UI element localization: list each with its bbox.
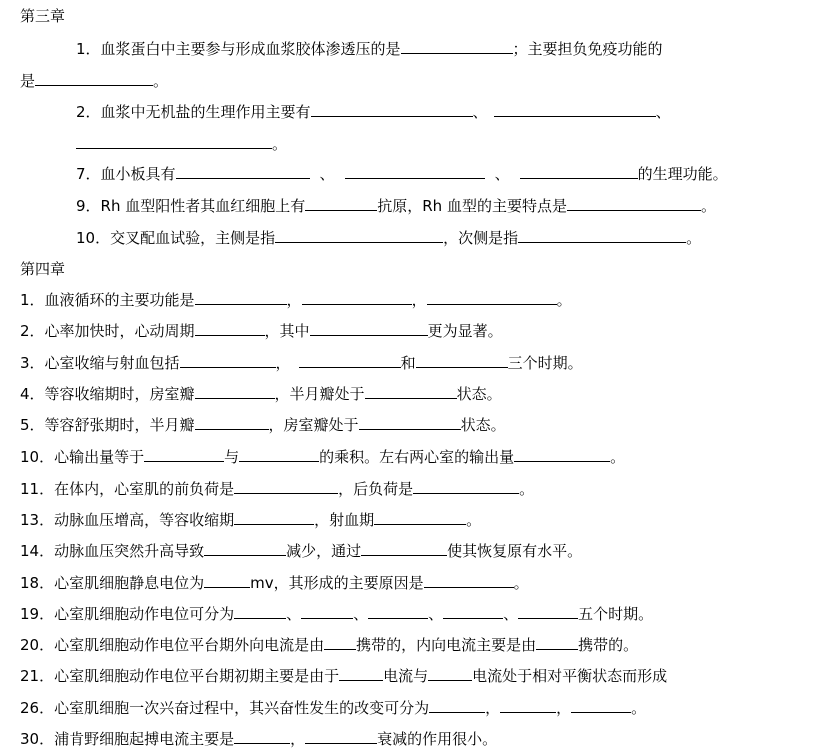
question-text: ， <box>290 730 306 748</box>
question-text: mv，其形成的主要原因是 <box>250 574 424 592</box>
question-text: 减少，通过 <box>286 542 362 560</box>
answer-blank[interactable] <box>567 195 701 211</box>
ch4-question-10 <box>20 446 625 468</box>
question-text: 。 <box>272 135 288 153</box>
ch4-question-5 <box>20 414 506 436</box>
answer-blank[interactable] <box>195 383 275 399</box>
answer-blank[interactable] <box>428 665 472 681</box>
question-text: 21．心室肌细胞动作电位平台期初期主要是由于 <box>20 667 340 685</box>
question-text: ，其中 <box>264 322 310 340</box>
ch3-question-2-line-2 <box>76 133 287 155</box>
question-text: 的生理功能。 <box>637 165 728 183</box>
ch3-question-1-line-2 <box>20 70 168 92</box>
ch4-question-26 <box>20 697 646 719</box>
question-text: 、 <box>286 605 302 623</box>
question-text: 3．心室收缩与射血包括 <box>20 354 180 372</box>
answer-blank[interactable] <box>374 509 466 525</box>
answer-blank[interactable] <box>345 163 485 179</box>
question-text: 、 <box>655 103 671 121</box>
question-text: ，射血期 <box>314 511 375 529</box>
question-text: 三个时期。 <box>507 354 583 372</box>
answer-blank[interactable] <box>571 697 631 713</box>
question-text: 7．血小板具有 <box>76 165 176 183</box>
question-text: 。 <box>631 699 647 717</box>
ch4-question-30 <box>20 728 497 750</box>
question-text: 。 <box>466 511 482 529</box>
answer-blank[interactable] <box>204 572 250 588</box>
question-text: 使其恢复原有水平。 <box>447 542 583 560</box>
question-text: ， <box>485 699 501 717</box>
question-text: 10．心输出量等于 <box>20 448 145 466</box>
answer-blank[interactable] <box>204 540 286 556</box>
answer-blank[interactable] <box>301 603 353 619</box>
answer-blank[interactable] <box>324 634 356 650</box>
answer-blank[interactable] <box>310 320 428 336</box>
question-text: 、 <box>353 605 369 623</box>
question-text: 电流与 <box>383 667 429 685</box>
answer-blank[interactable] <box>494 101 656 117</box>
question-text: 、 <box>503 605 519 623</box>
answer-blank[interactable] <box>518 603 578 619</box>
question-text: 衰减的作用很小。 <box>377 730 498 748</box>
answer-blank[interactable] <box>311 101 473 117</box>
question-text: 、 <box>494 165 510 183</box>
question-text: 。 <box>610 448 626 466</box>
question-text: 是 <box>20 72 36 90</box>
answer-blank[interactable] <box>368 603 428 619</box>
answer-blank[interactable] <box>365 383 457 399</box>
answer-blank[interactable] <box>275 227 443 243</box>
question-text: 13．动脉血压增高，等容收缩期 <box>20 511 235 529</box>
answer-blank[interactable] <box>195 289 287 305</box>
answer-blank[interactable] <box>401 38 513 54</box>
answer-blank[interactable] <box>35 70 153 86</box>
question-text: 。 <box>153 72 169 90</box>
question-text: 电流处于相对平衡状态而形成 <box>472 667 668 685</box>
question-text: ，后负荷是 <box>338 480 414 498</box>
question-text: 30．浦肯野细胞起搏电流主要是 <box>20 730 235 748</box>
question-text: 。 <box>556 291 572 309</box>
answer-blank[interactable] <box>361 540 447 556</box>
question-text: 。 <box>700 197 716 215</box>
question-text: 状态。 <box>460 416 506 434</box>
question-text: 1．血液循环的主要功能是 <box>20 291 195 309</box>
answer-blank[interactable] <box>234 603 286 619</box>
answer-blank[interactable] <box>302 289 412 305</box>
answer-blank[interactable] <box>305 195 377 211</box>
answer-blank[interactable] <box>180 352 276 368</box>
answer-blank[interactable] <box>424 572 514 588</box>
question-text: ，半月瓣处于 <box>274 385 365 403</box>
answer-blank[interactable] <box>195 320 265 336</box>
question-text: 11．在体内，心室肌的前负荷是 <box>20 480 235 498</box>
answer-blank[interactable] <box>443 603 503 619</box>
question-text: 9．Rh 血型阳性者其血红细胞上有 <box>76 197 306 215</box>
chapter-3-heading: 第三章 <box>20 7 66 25</box>
answer-blank[interactable] <box>239 446 319 462</box>
question-text: 和 <box>400 354 416 372</box>
answer-blank[interactable] <box>305 728 377 744</box>
question-text: 1．血浆蛋白中主要参与形成血浆胶体渗透压的是 <box>76 40 401 58</box>
ch3-question-1-line-1 <box>76 38 663 60</box>
answer-blank[interactable] <box>234 509 314 525</box>
ch4-question-13 <box>20 509 481 531</box>
question-text: 、 <box>428 605 444 623</box>
question-text: 携带的，内向电流主要是由 <box>356 636 537 654</box>
answer-blank[interactable] <box>429 697 485 713</box>
question-text: 。 <box>519 480 535 498</box>
question-text: ，房室瓣处于 <box>268 416 359 434</box>
ch4-question-1 <box>20 289 572 311</box>
ch4-question-19 <box>20 603 653 625</box>
question-text: 2．血浆中无机盐的生理作用主要有 <box>76 103 311 121</box>
question-text: 19．心室肌细胞动作电位可分为 <box>20 605 235 623</box>
question-text: 2．心率加快时，心动周期 <box>20 322 195 340</box>
ch4-question-3 <box>20 352 583 374</box>
answer-blank[interactable] <box>518 227 686 243</box>
answer-blank[interactable] <box>339 665 383 681</box>
question-text: 10．交叉配血试验，主侧是指 <box>76 229 276 247</box>
question-text: 。 <box>513 574 529 592</box>
question-text: ， <box>411 291 427 309</box>
answer-blank[interactable] <box>520 163 638 179</box>
ch3-question-10 <box>76 227 701 249</box>
question-text: 抗原，Rh 血型的主要特点是 <box>377 197 567 215</box>
ch3-question-2-line-1 <box>76 101 671 123</box>
question-text: 的乘积。左右两心室的输出量 <box>319 448 515 466</box>
question-text: 、 <box>319 165 335 183</box>
question-text: ， <box>286 291 302 309</box>
answer-blank[interactable] <box>413 478 519 494</box>
question-text: 14．动脉血压突然升高导致 <box>20 542 205 560</box>
chapter-4-heading: 第四章 <box>20 260 66 278</box>
question-text: ；主要担负免疫功能的 <box>512 40 663 58</box>
answer-blank[interactable] <box>359 414 461 430</box>
ch3-question-7 <box>76 163 728 185</box>
question-text: 20．心室肌细胞动作电位平台期外向电流是由 <box>20 636 325 654</box>
ch4-question-14 <box>20 540 582 562</box>
answer-blank[interactable] <box>500 697 556 713</box>
question-text: 5．等容舒张期时，半月瓣 <box>20 416 195 434</box>
answer-blank[interactable] <box>176 163 310 179</box>
ch4-question-2 <box>20 320 503 342</box>
ch4-question-11 <box>20 478 534 500</box>
question-text: 26．心室肌细胞一次兴奋过程中，其兴奋性发生的改变可分为 <box>20 699 430 717</box>
question-text: 。 <box>686 229 702 247</box>
answer-blank[interactable] <box>144 446 224 462</box>
question-text: 更为显著。 <box>427 322 503 340</box>
answer-blank[interactable] <box>416 352 508 368</box>
question-text: 18．心室肌细胞静息电位为 <box>20 574 205 592</box>
question-text: 、 <box>472 103 488 121</box>
ch4-question-21 <box>20 665 667 687</box>
question-text: 与 <box>224 448 240 466</box>
answer-blank[interactable] <box>536 634 578 650</box>
ch4-question-18 <box>20 572 529 594</box>
question-text: 状态。 <box>456 385 502 403</box>
question-text: 五个时期。 <box>578 605 654 623</box>
question-text: ， <box>275 354 291 372</box>
question-text: ，次侧是指 <box>443 229 519 247</box>
question-text: 4．等容收缩期时，房室瓣 <box>20 385 195 403</box>
answer-blank[interactable] <box>234 478 338 494</box>
question-text: 携带的。 <box>578 636 639 654</box>
ch3-question-9 <box>76 195 716 217</box>
answer-blank[interactable] <box>76 133 272 149</box>
ch4-question-20 <box>20 634 638 656</box>
answer-blank[interactable] <box>195 414 269 430</box>
answer-blank[interactable] <box>234 728 290 744</box>
answer-blank[interactable] <box>299 352 401 368</box>
answer-blank[interactable] <box>427 289 557 305</box>
ch4-question-4 <box>20 383 502 405</box>
answer-blank[interactable] <box>514 446 610 462</box>
question-text: ， <box>556 699 572 717</box>
